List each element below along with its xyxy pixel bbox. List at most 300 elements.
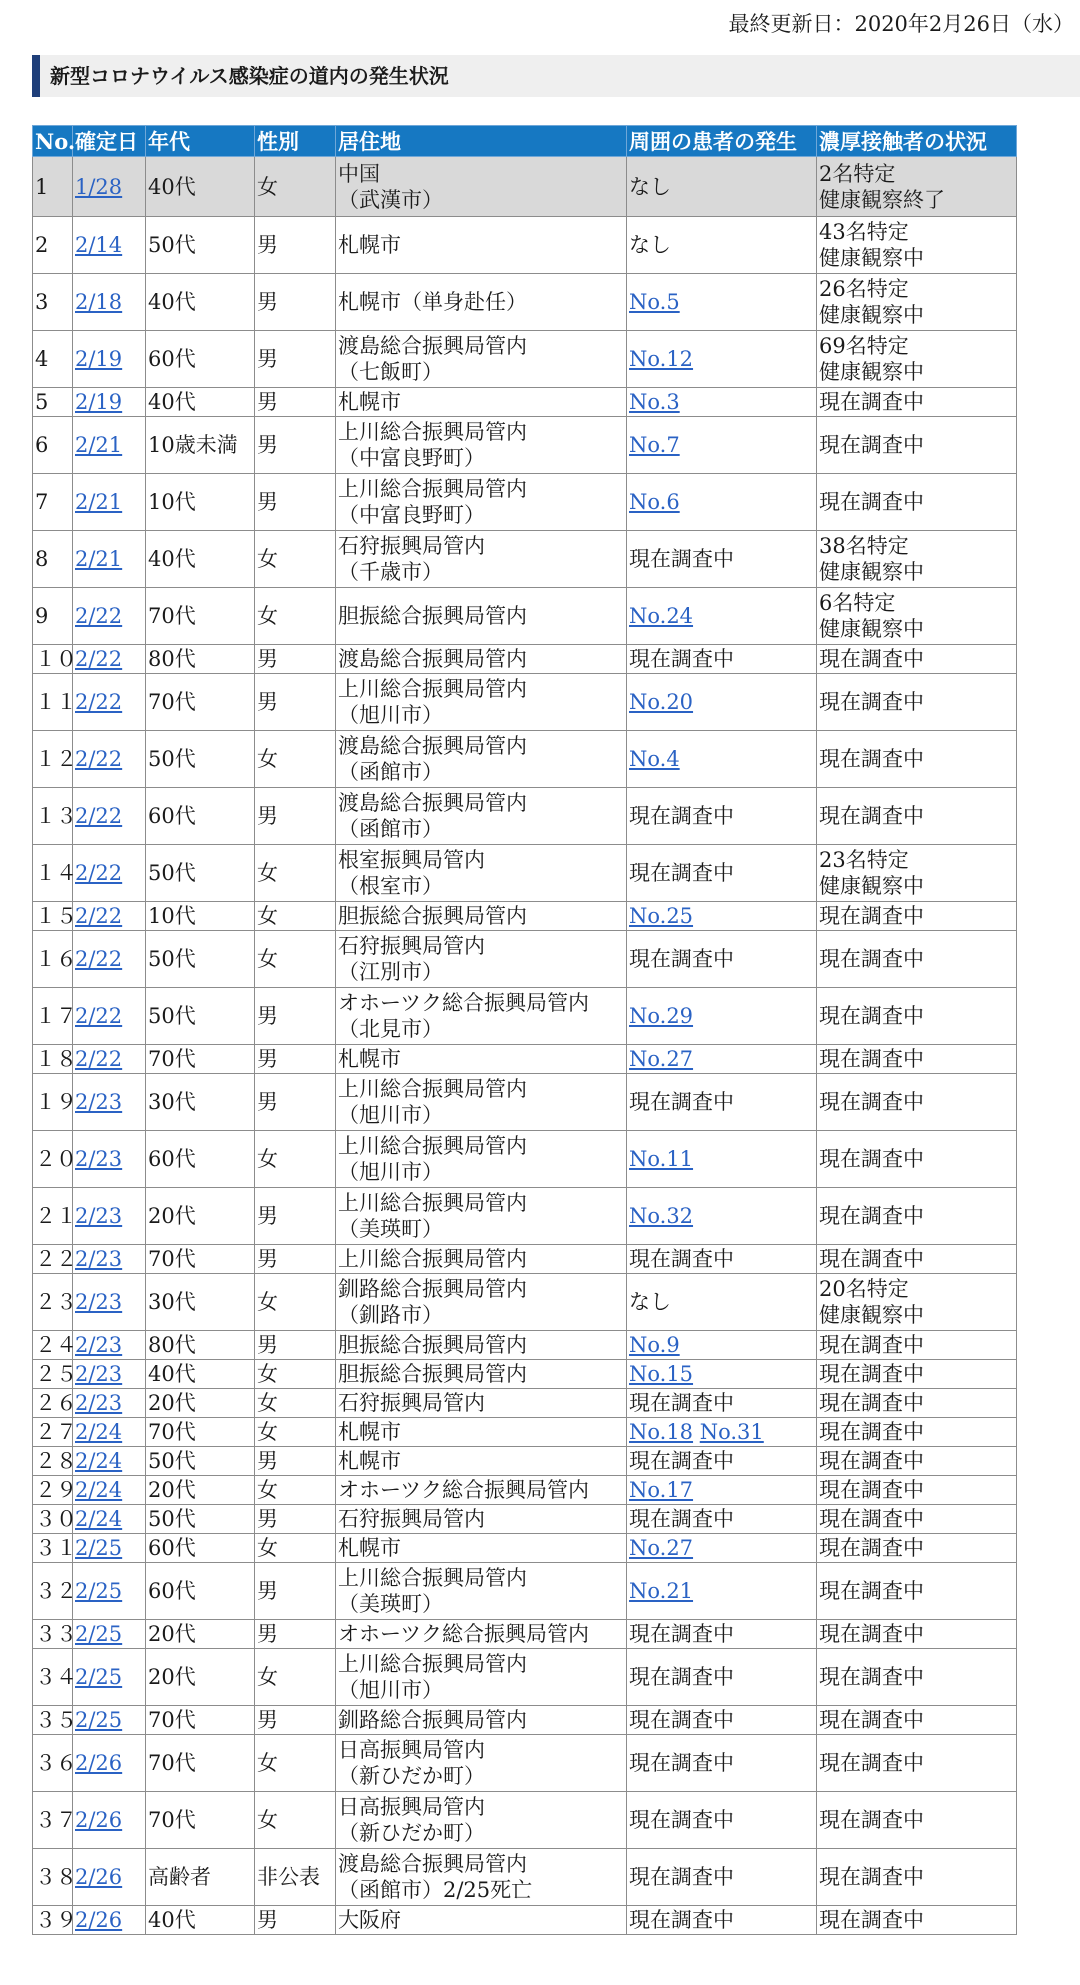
sex-cell: 男 <box>255 1074 336 1131</box>
residence-line-1: 札幌市 <box>338 390 401 414</box>
residence-cell <box>336 1476 627 1505</box>
confirmed-date-link[interactable]: 2/21 <box>75 490 123 514</box>
residence-cell <box>336 731 627 788</box>
confirmed-date-link[interactable]: 2/25 <box>75 1536 123 1560</box>
sex-cell: 男 <box>255 217 336 274</box>
sex-cell: 女 <box>255 731 336 788</box>
confirmed-date-link[interactable]: 2/24 <box>75 1507 123 1531</box>
residence-line-1: 石狩振興局管内 <box>338 934 485 958</box>
residence-line-1: 胆振総合振興局管内 <box>338 904 527 928</box>
sex-cell: 女 <box>255 588 336 645</box>
table-row <box>33 1906 1017 1935</box>
table-row <box>33 902 1017 931</box>
sex-cell: 女 <box>255 1534 336 1563</box>
surrounding-cases-text: 現在調査中 <box>629 1449 734 1473</box>
close-contacts-line-1: 現在調査中 <box>819 390 924 414</box>
residence-line-2: （旭川市） <box>338 1160 443 1184</box>
surrounding-cases-cell <box>627 988 817 1045</box>
close-contacts-line-1: 現在調査中 <box>819 433 924 457</box>
confirmed-date-link[interactable]: 2/23 <box>75 1362 123 1386</box>
table-row <box>33 674 1017 731</box>
close-contacts-line-1: 現在調査中 <box>819 1147 924 1171</box>
confirmed-date-cell <box>73 1849 146 1906</box>
confirmed-date-link[interactable]: 2/19 <box>75 347 123 371</box>
residence-line-1: 日高振興局管内 <box>338 1795 485 1819</box>
case-number-cell: １０ <box>33 645 73 674</box>
surrounding-cases-cell <box>627 157 817 217</box>
table-row <box>33 331 1017 388</box>
residence-line-1: 石狩振興局管内 <box>338 534 485 558</box>
residence-cell <box>336 1563 627 1620</box>
age-group-cell: 70代 <box>146 674 255 731</box>
case-number-cell: ２８ <box>33 1447 73 1476</box>
column-header-sex: 性別 <box>255 126 336 157</box>
related-case-link[interactable]: No.24 <box>629 604 694 628</box>
case-number-cell: ２３ <box>33 1274 73 1331</box>
residence-line-2: （函館市） <box>338 760 443 784</box>
surrounding-cases-cell <box>627 1389 817 1418</box>
residence-cell <box>336 1274 627 1331</box>
surrounding-cases-text: 現在調査中 <box>629 1808 734 1832</box>
case-number-cell: ２６ <box>33 1389 73 1418</box>
surrounding-cases-text: 現在調査中 <box>629 1391 734 1415</box>
close-contacts-line-1: 現在調査中 <box>819 1507 924 1531</box>
age-group-cell: 20代 <box>146 1389 255 1418</box>
residence-line-1: オホーツク総合振興局管内 <box>338 991 589 1015</box>
confirmed-date-cell <box>73 1476 146 1505</box>
sex-cell: 女 <box>255 1735 336 1792</box>
close-contacts-line-1: 現在調査中 <box>819 904 924 928</box>
age-group-cell: 60代 <box>146 1534 255 1563</box>
table-row <box>33 1389 1017 1418</box>
sex-cell: 女 <box>255 157 336 217</box>
related-case-link[interactable]: No.4 <box>629 747 680 771</box>
confirmed-date-cell <box>73 1447 146 1476</box>
confirmed-date-cell <box>73 731 146 788</box>
surrounding-cases-cell <box>627 1706 817 1735</box>
table-row <box>33 645 1017 674</box>
residence-line-2: （中富良野町） <box>338 446 485 470</box>
surrounding-cases-text: 現在調査中 <box>629 1865 734 1889</box>
table-body <box>33 157 1017 1935</box>
table-row <box>33 1563 1017 1620</box>
confirmed-date-link[interactable]: 2/22 <box>75 904 123 928</box>
age-group-cell: 80代 <box>146 1331 255 1360</box>
sex-cell: 男 <box>255 1245 336 1274</box>
confirmed-date-link[interactable]: 2/22 <box>75 604 123 628</box>
related-case-link[interactable]: No.27 <box>629 1536 694 1560</box>
related-case-link[interactable]: No.21 <box>629 1579 694 1603</box>
confirmed-date-link[interactable]: 2/24 <box>75 1449 123 1473</box>
confirmed-date-cell <box>73 988 146 1045</box>
related-case-link[interactable]: No.29 <box>629 1004 694 1028</box>
surrounding-cases-cell <box>627 1447 817 1476</box>
age-group-cell: 50代 <box>146 1505 255 1534</box>
residence-line-2: （根室市） <box>338 874 443 898</box>
related-case-link[interactable]: No.27 <box>629 1047 694 1071</box>
confirmed-date-link[interactable]: 2/22 <box>75 947 123 971</box>
residence-line-2: （新ひだか町） <box>338 1764 485 1788</box>
close-contacts-line-2: 健康観察中 <box>819 360 924 384</box>
residence-cell <box>336 1331 627 1360</box>
confirmed-date-link[interactable]: 2/26 <box>75 1908 123 1932</box>
close-contacts-cell <box>817 1476 1017 1505</box>
confirmed-date-link[interactable]: 2/23 <box>75 1090 123 1114</box>
age-group-cell: 50代 <box>146 988 255 1045</box>
surrounding-cases-cell <box>627 1735 817 1792</box>
case-number-cell: １４ <box>33 845 73 902</box>
confirmed-date-link[interactable]: 2/22 <box>75 690 123 714</box>
confirmed-date-cell <box>73 788 146 845</box>
sex-cell: 男 <box>255 1505 336 1534</box>
case-number-cell: ２０ <box>33 1131 73 1188</box>
close-contacts-cell <box>817 1534 1017 1563</box>
case-number-cell: 5 <box>33 388 73 417</box>
surrounding-cases-cell <box>627 845 817 902</box>
close-contacts-cell <box>817 588 1017 645</box>
table-row <box>33 1534 1017 1563</box>
case-number-cell: ２５ <box>33 1360 73 1389</box>
close-contacts-line-1: 2名特定 <box>819 161 896 186</box>
case-number-cell: １３ <box>33 788 73 845</box>
related-case-link[interactable]: No.25 <box>629 904 694 928</box>
confirmed-date-link[interactable]: 2/26 <box>75 1865 123 1889</box>
sex-cell: 男 <box>255 1563 336 1620</box>
close-contacts-cell <box>817 531 1017 588</box>
close-contacts-line-1: 現在調査中 <box>819 1004 924 1028</box>
confirmed-date-link[interactable]: 2/18 <box>75 290 123 314</box>
residence-line-1: 札幌市 <box>338 1420 401 1444</box>
sex-cell: 男 <box>255 1706 336 1735</box>
table-row <box>33 1188 1017 1245</box>
age-group-cell: 70代 <box>146 1706 255 1735</box>
case-number-cell: １７ <box>33 988 73 1045</box>
residence-line-2: （美瑛町） <box>338 1217 443 1241</box>
confirmed-date-link[interactable]: 2/25 <box>75 1665 123 1689</box>
confirmed-date-cell <box>73 157 146 217</box>
surrounding-cases-cell <box>627 931 817 988</box>
confirmed-date-link[interactable]: 2/22 <box>75 1004 123 1028</box>
confirmed-date-link[interactable]: 2/24 <box>75 1478 123 1502</box>
surrounding-cases-cell <box>627 1360 817 1389</box>
confirmed-date-link[interactable]: 2/23 <box>75 1247 123 1271</box>
residence-line-1: 上川総合振興局管内 <box>338 677 527 701</box>
confirmed-date-link[interactable]: 2/22 <box>75 647 123 671</box>
age-group-cell: 70代 <box>146 588 255 645</box>
residence-cell <box>336 1735 627 1792</box>
close-contacts-line-2: 健康観察中 <box>819 1303 924 1327</box>
table-row <box>33 1735 1017 1792</box>
confirmed-date-link[interactable]: 2/22 <box>75 1047 123 1071</box>
residence-line-2: （旭川市） <box>338 1678 443 1702</box>
residence-line-1: 上川総合振興局管内 <box>338 1134 527 1158</box>
related-case-link[interactable]: No.20 <box>629 690 694 714</box>
confirmed-date-cell <box>73 1389 146 1418</box>
table-row <box>33 1331 1017 1360</box>
related-case-link[interactable]: No.7 <box>629 433 680 457</box>
confirmed-date-link[interactable]: 2/23 <box>75 1391 123 1415</box>
close-contacts-cell <box>817 1563 1017 1620</box>
close-contacts-line-1: 現在調査中 <box>819 490 924 514</box>
residence-cell <box>336 1792 627 1849</box>
surrounding-cases-cell <box>627 788 817 845</box>
related-case-link[interactable]: No.15 <box>629 1362 694 1386</box>
residence-line-2: （旭川市） <box>338 703 443 727</box>
residence-line-1: 渡島総合振興局管内 <box>338 791 527 815</box>
case-number-cell: ３２ <box>33 1563 73 1620</box>
residence-line-2: （美瑛町） <box>338 1592 443 1616</box>
close-contacts-line-1: 現在調査中 <box>819 1362 924 1386</box>
surrounding-cases-cell <box>627 1418 817 1447</box>
case-number-cell: 9 <box>33 588 73 645</box>
table-row <box>33 1074 1017 1131</box>
table-row <box>33 1360 1017 1389</box>
related-case-link[interactable]: No.5 <box>629 290 680 314</box>
close-contacts-cell <box>817 1360 1017 1389</box>
close-contacts-line-1: 6名特定 <box>819 591 896 615</box>
last-updated-date: 最終更新日：2020年2月26日（水） <box>728 12 1074 36</box>
residence-line-1: 胆振総合振興局管内 <box>338 604 527 628</box>
age-group-cell: 70代 <box>146 1735 255 1792</box>
table-row <box>33 1849 1017 1906</box>
confirmed-date-cell <box>73 1563 146 1620</box>
confirmed-date-link[interactable]: 2/22 <box>75 861 123 885</box>
close-contacts-cell <box>817 674 1017 731</box>
surrounding-cases-cell <box>627 1906 817 1935</box>
residence-cell <box>336 331 627 388</box>
case-number-cell: ２１ <box>33 1188 73 1245</box>
close-contacts-line-1: 現在調査中 <box>819 804 924 828</box>
confirmed-date-link[interactable]: 2/21 <box>75 547 123 571</box>
residence-cell <box>336 1045 627 1074</box>
sex-cell: 女 <box>255 1476 336 1505</box>
residence-cell <box>336 1245 627 1274</box>
residence-cell <box>336 388 627 417</box>
related-case-link[interactable]: No.11 <box>629 1147 694 1171</box>
surrounding-cases-text: なし <box>629 1290 671 1314</box>
table-row <box>33 274 1017 331</box>
confirmed-date-link[interactable]: 2/21 <box>75 433 123 457</box>
confirmed-date-cell <box>73 1706 146 1735</box>
age-group-cell: 80代 <box>146 645 255 674</box>
age-group-cell: 10歳未満 <box>146 417 255 474</box>
confirmed-date-link[interactable]: 2/23 <box>75 1290 123 1314</box>
confirmed-date-link[interactable]: 1/28 <box>75 174 123 199</box>
close-contacts-cell <box>817 331 1017 388</box>
age-group-cell: 70代 <box>146 1245 255 1274</box>
confirmed-date-link[interactable]: 2/26 <box>75 1751 123 1775</box>
table-row <box>33 388 1017 417</box>
surrounding-cases-cell <box>627 1505 817 1534</box>
case-number-cell: ３０ <box>33 1505 73 1534</box>
residence-cell <box>336 931 627 988</box>
surrounding-cases-text: 現在調査中 <box>629 547 734 571</box>
residence-line-1: 渡島総合振興局管内 <box>338 1852 527 1876</box>
surrounding-cases-cell <box>627 588 817 645</box>
confirmed-date-cell <box>73 645 146 674</box>
related-case-link[interactable]: No.3 <box>629 390 680 414</box>
confirmed-date-link[interactable]: 2/23 <box>75 1333 123 1357</box>
table-row <box>33 1245 1017 1274</box>
sex-cell: 女 <box>255 902 336 931</box>
confirmed-date-cell <box>73 474 146 531</box>
residence-cell <box>336 588 627 645</box>
surrounding-cases-cell <box>627 1792 817 1849</box>
table-row <box>33 788 1017 845</box>
close-contacts-line-1: 現在調査中 <box>819 747 924 771</box>
surrounding-cases-cell <box>627 1563 817 1620</box>
cases-table <box>32 125 1017 1935</box>
related-case-link[interactable]: No.9 <box>629 1333 680 1357</box>
confirmed-date-link[interactable]: 2/24 <box>75 1420 123 1444</box>
confirmed-date-cell <box>73 1534 146 1563</box>
confirmed-date-cell <box>73 1045 146 1074</box>
age-group-cell: 高齢者 <box>146 1849 255 1906</box>
surrounding-cases-cell <box>627 1274 817 1331</box>
case-number-cell: ２２ <box>33 1245 73 1274</box>
confirmed-date-link[interactable]: 2/23 <box>75 1147 123 1171</box>
confirmed-date-cell <box>73 1735 146 1792</box>
sex-cell: 女 <box>255 845 336 902</box>
surrounding-cases-cell <box>627 645 817 674</box>
related-case-link[interactable]: No.12 <box>629 347 694 371</box>
related-case-link[interactable]: No.6 <box>629 490 680 514</box>
case-number-cell: ２４ <box>33 1331 73 1360</box>
surrounding-cases-cell <box>627 417 817 474</box>
residence-cell <box>336 1418 627 1447</box>
case-number-cell: 6 <box>33 417 73 474</box>
case-number-cell: ２９ <box>33 1476 73 1505</box>
close-contacts-line-1: 現在調査中 <box>819 1420 924 1444</box>
case-number-cell: 3 <box>33 274 73 331</box>
table-header-row <box>33 126 1017 157</box>
residence-cell <box>336 845 627 902</box>
column-header-residence: 居住地 <box>336 126 627 157</box>
sex-cell: 女 <box>255 1792 336 1849</box>
age-group-cell: 70代 <box>146 1045 255 1074</box>
residence-line-1: 上川総合振興局管内 <box>338 1652 527 1676</box>
related-case-link[interactable]: No.18 <box>629 1420 694 1444</box>
case-number-cell: ２７ <box>33 1418 73 1447</box>
sex-cell: 女 <box>255 531 336 588</box>
close-contacts-line-1: 23名特定 <box>819 848 909 872</box>
close-contacts-line-1: 26名特定 <box>819 277 909 301</box>
confirmed-date-link[interactable]: 2/14 <box>75 233 123 257</box>
surrounding-cases-cell <box>627 1331 817 1360</box>
confirmed-date-link[interactable]: 2/22 <box>75 804 123 828</box>
confirmed-date-link[interactable]: 2/25 <box>75 1622 123 1646</box>
age-group-cell: 20代 <box>146 1188 255 1245</box>
confirmed-date-link[interactable]: 2/23 <box>75 1204 123 1228</box>
residence-line-1: 上川総合振興局管内 <box>338 477 527 501</box>
close-contacts-line-1: 現在調査中 <box>819 1579 924 1603</box>
age-group-cell: 50代 <box>146 731 255 788</box>
residence-line-1: 石狩振興局管内 <box>338 1507 485 1531</box>
residence-line-1: 札幌市（単身赴任） <box>338 290 527 314</box>
confirmed-date-link[interactable]: 2/26 <box>75 1808 123 1832</box>
residence-cell <box>336 1649 627 1706</box>
case-number-cell: １９ <box>33 1074 73 1131</box>
confirmed-date-link[interactable]: 2/25 <box>75 1708 123 1732</box>
surrounding-cases-cell <box>627 1045 817 1074</box>
table-row <box>33 1649 1017 1706</box>
confirmed-date-link[interactable]: 2/22 <box>75 747 123 771</box>
residence-line-1: 上川総合振興局管内 <box>338 1077 527 1101</box>
sex-cell: 女 <box>255 1389 336 1418</box>
table-row <box>33 1620 1017 1649</box>
age-group-cell: 40代 <box>146 388 255 417</box>
residence-line-1: 札幌市 <box>338 1047 401 1071</box>
close-contacts-line-1: 現在調査中 <box>819 1865 924 1889</box>
age-group-cell: 60代 <box>146 331 255 388</box>
confirmed-date-cell <box>73 902 146 931</box>
age-group-cell: 30代 <box>146 1074 255 1131</box>
table-row <box>33 1274 1017 1331</box>
residence-cell <box>336 674 627 731</box>
residence-line-1: 上川総合振興局管内 <box>338 1247 527 1271</box>
close-contacts-cell <box>817 902 1017 931</box>
close-contacts-cell <box>817 1045 1017 1074</box>
confirmed-date-cell <box>73 1792 146 1849</box>
residence-cell <box>336 788 627 845</box>
age-group-cell: 20代 <box>146 1476 255 1505</box>
residence-line-1: 釧路総合振興局管内 <box>338 1708 527 1732</box>
surrounding-cases-cell <box>627 217 817 274</box>
residence-line-2: （北見市） <box>338 1017 443 1041</box>
confirmed-date-link[interactable]: 2/19 <box>75 390 123 414</box>
confirmed-date-cell <box>73 1074 146 1131</box>
close-contacts-cell <box>817 988 1017 1045</box>
sex-cell: 男 <box>255 1620 336 1649</box>
age-group-cell: 50代 <box>146 931 255 988</box>
sex-cell: 男 <box>255 1188 336 1245</box>
table-row <box>33 474 1017 531</box>
residence-cell <box>336 157 627 217</box>
column-header-date: 確定日 <box>73 126 146 157</box>
case-number-cell: １１ <box>33 674 73 731</box>
table-row <box>33 988 1017 1045</box>
residence-line-1: 札幌市 <box>338 233 401 257</box>
case-number-cell: ３８ <box>33 1849 73 1906</box>
case-number-cell: 7 <box>33 474 73 531</box>
related-case-link[interactable]: No.17 <box>629 1478 694 1502</box>
close-contacts-line-2: 健康観察中 <box>819 560 924 584</box>
residence-line-1: 上川総合振興局管内 <box>338 1566 527 1590</box>
residence-line-1: 渡島総合振興局管内 <box>338 734 527 758</box>
age-group-cell: 10代 <box>146 902 255 931</box>
sex-cell: 男 <box>255 674 336 731</box>
close-contacts-line-2: 健康観察中 <box>819 617 924 641</box>
residence-line-2: （釧路市） <box>338 1303 443 1327</box>
close-contacts-cell <box>817 845 1017 902</box>
confirmed-date-cell <box>73 531 146 588</box>
surrounding-cases-text: 現在調査中 <box>629 861 734 885</box>
close-contacts-cell <box>817 157 1017 217</box>
residence-line-1: 胆振総合振興局管内 <box>338 1362 527 1386</box>
age-group-cell: 50代 <box>146 845 255 902</box>
close-contacts-cell <box>817 1792 1017 1849</box>
confirmed-date-link[interactable]: 2/25 <box>75 1579 123 1603</box>
close-contacts-cell <box>817 1131 1017 1188</box>
residence-line-1: 上川総合振興局管内 <box>338 420 527 444</box>
residence-cell <box>336 1620 627 1649</box>
close-contacts-line-1: 現在調査中 <box>819 1391 924 1415</box>
related-case-link[interactable]: No.31 <box>699 1420 764 1444</box>
table-row <box>33 931 1017 988</box>
related-case-link[interactable]: No.32 <box>629 1204 694 1228</box>
close-contacts-line-1: 現在調査中 <box>819 1204 924 1228</box>
table-row <box>33 217 1017 274</box>
